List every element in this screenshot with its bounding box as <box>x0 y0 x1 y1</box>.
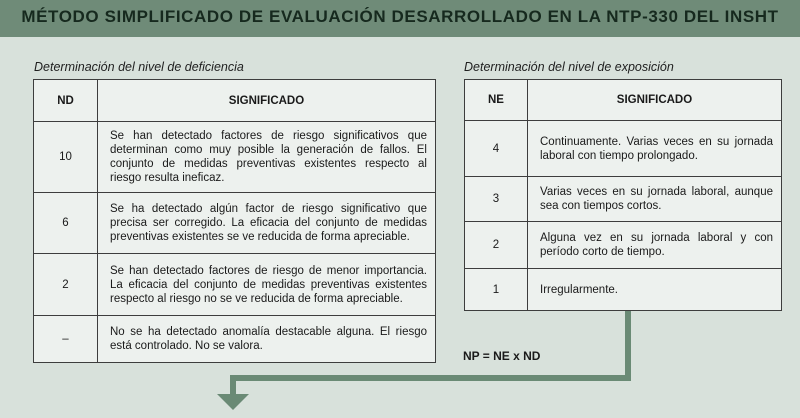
arrow-down-icon <box>217 394 249 410</box>
table-row <box>465 269 782 311</box>
nd-value: 2 <box>34 254 98 316</box>
table-row <box>34 122 436 193</box>
table-row <box>465 222 782 269</box>
nd-column-header: ND <box>34 80 98 122</box>
ne-value: 2 <box>465 222 528 269</box>
meaning-text: No se ha detectado anomalía destacable alguna. El riesgo está controlado. No se valora. <box>98 316 436 363</box>
table-header-row <box>465 80 782 121</box>
meaning-text: Se han detectado factores de riesgo significativos que determinan como muy posible la generación de fallos. El conjunto de medidas preventivas existentes respecto al riesgo resulta ineficaz. <box>98 122 436 193</box>
deficiencia-caption: Determinación del nivel de deficiencia <box>34 60 244 74</box>
ne-column-header: NE <box>465 80 528 121</box>
exposicion-caption: Determinación del nivel de exposición <box>464 60 674 74</box>
table-row <box>465 177 782 222</box>
nd-value: 6 <box>34 193 98 254</box>
ne-value: 1 <box>465 269 528 311</box>
nd-value: – <box>34 316 98 363</box>
meaning-text: Alguna vez en su jornada laboral y con período corto de tiempo. <box>528 222 782 269</box>
table-header-row <box>34 80 436 122</box>
meaning-text: Continuamente. Varias veces en su jornada laboral con tiempo prolongado. <box>528 121 782 177</box>
deficiencia-table <box>33 79 436 363</box>
ne-value: 4 <box>465 121 528 177</box>
table-row <box>34 316 436 363</box>
meaning-text: Se ha detectado algún factor de riesgo significativo que precisa ser corregido. La eficacia del conjunto de medidas preventivas existentes se ve reducida de forma apreciable. <box>98 193 436 254</box>
table-row <box>34 254 436 316</box>
meaning-text: Varias veces en su jornada laboral, aunque sea con tiempos cortos. <box>528 177 782 222</box>
nd-value: 10 <box>34 122 98 193</box>
table-row <box>465 121 782 177</box>
meaning-column-header: SIGNIFICADO <box>528 80 782 121</box>
meaning-text: Se han detectado factores de riesgo de menor importancia. La eficacia del conjunto de medidas preventivas existentes respecto al riesgo no se ve reducida de forma apreciable. <box>98 254 436 316</box>
exposicion-table <box>464 79 782 311</box>
meaning-text: Irregularmente. <box>528 269 782 311</box>
meaning-column-header: SIGNIFICADO <box>98 80 436 122</box>
page-title: MÉTODO SIMPLIFICADO DE EVALUACIÓN DESARROLLADO EN LA NTP-330 DEL INSHT <box>21 7 779 26</box>
ne-value: 3 <box>465 177 528 222</box>
table-row <box>34 193 436 254</box>
np-formula: NP = NE x ND <box>463 349 541 363</box>
